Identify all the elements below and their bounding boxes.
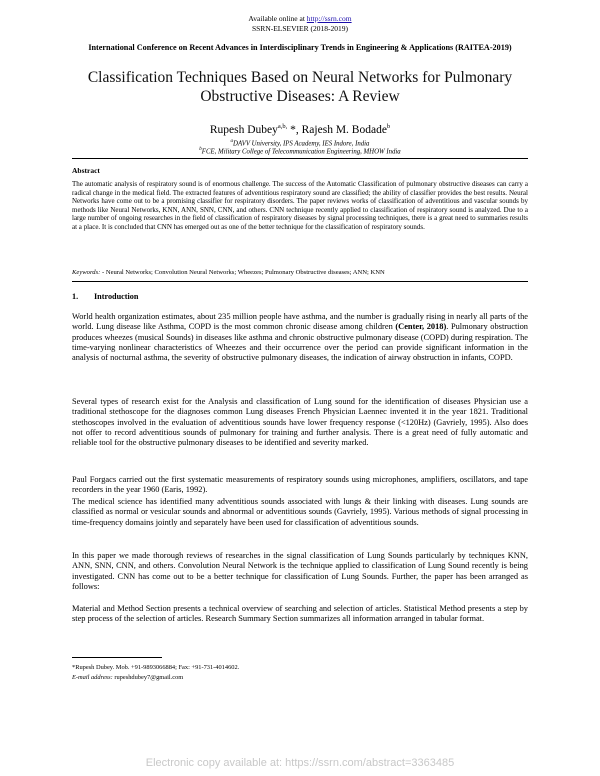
author-line	[0, 123, 600, 136]
ssrn-link[interactable]: http://ssrn.com	[306, 14, 352, 23]
availability-line	[0, 14, 600, 23]
footnote-email	[72, 674, 183, 681]
affiliation-1-superscript: a	[230, 139, 234, 144]
p1-text-b: . Pulmonary obstruction produces wheezes (musical Sounds) in diseases like asthma and chronic obstructive pulmonary disease (COPD) during respiration. The time-varying nonlinear characteristics of Wheezes and their occurrence over the period can provide significant information in the analysis of nocturnal asthma, the severity of obstructive pulmonary diseases, the indication of airway obstruction in infants, COPD.	[72, 322, 528, 363]
paper-title: Classification Techniques Based on Neural Networks for Pulmonary Obstructive Diseases: A Review	[87, 69, 513, 105]
corresponding-mark: *,	[287, 123, 302, 136]
availability-prefix: Available online at	[248, 14, 307, 23]
author-1-superscript: a,b,	[277, 123, 288, 130]
abstract-bottom-rule	[72, 281, 528, 282]
affiliation-1-text: DAVV University, IPS Academy, IES Indore, India	[233, 140, 370, 148]
intro-paragraph-4: The medical science has identified many adventitious sounds associated with lungs & their linking with diseases. Lung sounds are classified as normal or vesicular sounds and abnormal or adventitious sounds (Gavriely, 1995). Various methods of signal processing in time-frequency domains jointly and separately have been used for classification of adventitious sounds.	[72, 497, 528, 527]
publisher-line: SSRN-ELSEVIER (2018-2019)	[251, 24, 349, 33]
abstract-text: The automatic analysis of respiratory sound is of enormous challenge. The success of the Automatic Classification of pulmonary obstructive diseases can carry a radical change in the medical field. The extracted features of adventitious respiratory sound are classified; the ability of classifier provides the best results. Neural Networks have come out to be a promising classifier for respiratory disorders. The paper reviews works of classification of adventitious and vascular sounds by methods like Neural Networks, KNN, ANN, SNN, CNN, and others. CNN technique recently applied to classification of respiratory sound is analyzed. Due to a large number of ongoing researches in the field of classification of respiratory diseases by signal processing techniques, there is a great need to summaries results at a place. It is concluded that CNN has emerged out as one of the better technique for the classification of respiratory sounds.	[72, 180, 528, 231]
p1-citation: (Center, 2018)	[395, 322, 447, 332]
email-label: E-mail address:	[72, 674, 113, 681]
author-1: Rupesh Dubey	[209, 123, 278, 136]
author-2-superscript: b	[386, 123, 391, 130]
section-title: Introduction	[94, 292, 139, 301]
email-address[interactable]: rupeshdubey7@gmail.com	[112, 674, 184, 681]
intro-paragraph-1	[72, 312, 528, 363]
affiliation-2	[0, 147, 600, 155]
keywords	[72, 269, 528, 276]
author-2: Rajesh M. Bodade	[301, 123, 387, 136]
intro-paragraph-6: Material and Method Section presents a technical overview of searching and selection of articles. Statistical Method presents a step by step process of the selection of articles. Research Summary Section summarizes all information arranged in tabular format.	[72, 604, 528, 624]
p1-text-a: World health organization estimates, about 235 million people have asthma, and the number is gradually rising in nearly all parts of the world. Lung disease like Asthma, COPD is the most common chronic disease among children	[72, 312, 528, 332]
ssrn-watermark: Electronic copy available at: https://ssrn.com/abstract=3363485	[145, 757, 455, 769]
affiliation-2-superscript: b	[199, 147, 202, 152]
section-heading-introduction	[72, 292, 138, 301]
conference-name: International Conference on Recent Advances in Interdisciplinary Trends in Engineering & Applications (RAITEA-2019)	[88, 43, 512, 52]
intro-paragraph-5: In this paper we made thorough reviews of researches in the signal classification of Lung Sounds particularly by techniques KNN, ANN, SNN, CNN, and others. Convolution Neural Network is the technique applied to classification of Lung Sound recently is being investigated. CNN has come out to be a better technique for classification of Lung Sounds. Further, the paper has been arranged as follows:	[72, 551, 528, 591]
keywords-label: Keywords:	[72, 269, 101, 276]
footnote-contact: *Rupesh Dubey. Mob. +91-9893066884; Fax: +91-731-4014602.	[72, 664, 240, 671]
section-number: 1.	[72, 292, 79, 301]
abstract-top-rule	[72, 158, 528, 159]
intro-paragraph-2: Several types of research exist for the Analysis and classification of Lung sound for the identification of diseases Physician use a traditional stethoscope for the diagnoses common Lung diseases French Physician Laennec invented it in the year 1821. Traditional stethoscopes involved in the evaluation of adventitious sounds have lower frequency response (<120Hz) (Gavriely, 1995). Also does not offer to record adventitious sounds of pulmonary for training and further analysis. There is a great need of fully automatic and reliable tool for the obstructive pulmonary diseases to be identified and severity marked.	[72, 397, 528, 448]
affiliation-2-text: FCE, Military College of Telecommunication Engineering, MHOW India	[201, 148, 401, 156]
intro-paragraph-3: Paul Forgacs carried out the first systematic measurements of respiratory sounds using microphones, amplifiers, oscillators, and tape recorders in the year 1960 (Earis, 1992).	[72, 475, 528, 495]
footnote-rule	[72, 657, 162, 658]
abstract-heading: Abstract	[72, 166, 100, 175]
keywords-list: - Neural Networks; Convolution Neural Networks; Wheezes; Pulmonary Obstructive diseases; ANN; KNN	[100, 269, 385, 276]
